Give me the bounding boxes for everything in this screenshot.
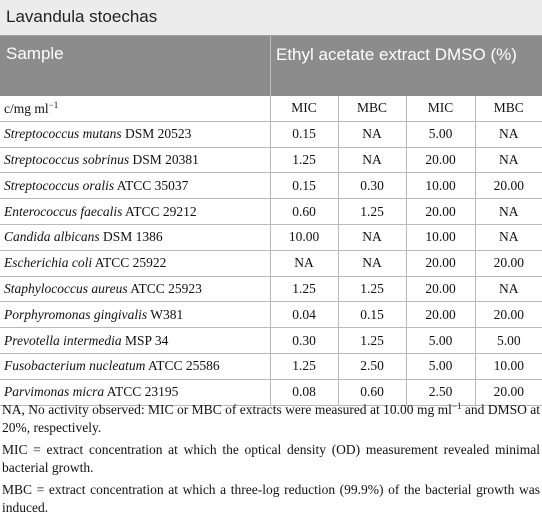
sample-cell (0, 173, 270, 199)
strain-id: ATCC 25923 (127, 280, 202, 296)
value-cell: 20.00 (406, 250, 475, 276)
strain-id: ATCC 35037 (114, 177, 189, 193)
table-row (0, 276, 542, 302)
value-cell: 5.00 (406, 353, 475, 379)
value-cell: 20.00 (406, 199, 475, 225)
organism-name: Prevotella intermedia (4, 332, 122, 348)
units-col-mbc-1: MBC (338, 96, 406, 121)
value-cell: 0.15 (270, 173, 338, 199)
table-row (0, 173, 542, 199)
footnote-text: NA, No activity observed: MIC or MBC of extracts were measured at 10.00 mg ml (2, 402, 452, 417)
table-title: Lavandula stoechas (6, 7, 158, 26)
footnote-text: MIC = extract concentration at which the optical density (OD) measurement revealed minimal bacterial growth. (2, 442, 540, 475)
value-cell: NA (475, 121, 542, 147)
footnote (2, 397, 540, 437)
value-cell: 20.00 (406, 276, 475, 302)
value-cell: 5.00 (406, 121, 475, 147)
value-cell: NA (338, 224, 406, 250)
table-row (0, 353, 542, 379)
value-cell: NA (475, 224, 542, 250)
value-cell: 1.25 (270, 147, 338, 173)
organism-name: Fusobacterium nucleatum (4, 358, 146, 374)
value-cell: 1.25 (270, 276, 338, 302)
value-cell: 0.30 (270, 328, 338, 354)
units-label (0, 96, 270, 121)
units-label-sup: −1 (48, 99, 59, 110)
organism-name: Staphylococcus aureus (4, 280, 128, 296)
units-col-mic-1: MIC (270, 96, 338, 121)
strain-id: DSM 20381 (129, 151, 199, 167)
value-cell: 10.00 (406, 224, 475, 250)
value-cell: NA (475, 199, 542, 225)
value-cell: 0.15 (338, 302, 406, 328)
value-cell: 1.25 (270, 353, 338, 379)
sample-cell (0, 199, 270, 225)
value-cell: 0.60 (338, 379, 406, 405)
value-cell: 10.00 (406, 173, 475, 199)
value-cell: 0.08 (270, 379, 338, 405)
sample-cell (0, 250, 270, 276)
sample-cell (0, 147, 270, 173)
value-cell: NA (338, 147, 406, 173)
organism-name: Candida albicans (4, 229, 100, 245)
strain-id: ATCC 25922 (92, 255, 167, 271)
table-footnotes (0, 397, 542, 521)
organism-name: Parvimonas micra (4, 384, 105, 400)
table-row (0, 302, 542, 328)
value-cell: 10.00 (475, 353, 542, 379)
value-cell: 0.04 (270, 302, 338, 328)
column-header-bar (0, 36, 542, 96)
table-row (0, 224, 542, 250)
units-col-mic-2: MIC (406, 96, 475, 121)
value-cell: 20.00 (475, 302, 542, 328)
strain-id: DSM 1386 (99, 229, 163, 245)
sample-cell (0, 224, 270, 250)
value-cell: 20.00 (406, 147, 475, 173)
value-cell: NA (338, 250, 406, 276)
sample-cell (0, 353, 270, 379)
organism-name: Streptococcus mutans (4, 126, 122, 142)
strain-id: ATCC 23195 (104, 384, 179, 400)
value-cell: 20.00 (475, 250, 542, 276)
footnote-sup: −1 (451, 401, 462, 411)
sample-cell (0, 302, 270, 328)
value-cell: 2.50 (338, 353, 406, 379)
table-title-bar (0, 0, 542, 36)
organism-name: Escherichia coli (4, 255, 93, 271)
value-cell: 20.00 (406, 302, 475, 328)
strain-id: ATCC 29212 (122, 203, 197, 219)
footnote-text: MBC = extract concentration at which a three-log reduction (99.9%) of the bacterial growth was induced. (2, 482, 540, 515)
units-row (0, 96, 542, 121)
strain-id: DSM 20523 (121, 126, 192, 142)
organism-name: Porphyromonas gingivalis (4, 306, 148, 322)
units-label-text: c/mg ml (4, 100, 49, 116)
value-cell: NA (475, 147, 542, 173)
sample-cell (0, 328, 270, 354)
strain-id: MSP 34 (121, 332, 169, 348)
data-table (0, 96, 542, 406)
strain-id: W381 (147, 306, 184, 322)
value-cell: 5.00 (475, 328, 542, 354)
units-col-mbc-2: MBC (475, 96, 542, 121)
sample-column-header: Sample (6, 44, 64, 63)
value-cell: NA (270, 250, 338, 276)
value-cell: 2.50 (406, 379, 475, 405)
table-row (0, 147, 542, 173)
table-row (0, 250, 542, 276)
organism-name: Streptococcus oralis (4, 177, 115, 193)
table-row (0, 328, 542, 354)
footnote (2, 481, 540, 517)
value-cell: 20.00 (475, 173, 542, 199)
value-cell: 20.00 (475, 379, 542, 405)
value-cell: 1.25 (338, 276, 406, 302)
value-cell: 10.00 (270, 224, 338, 250)
extract-group-header: Ethyl acetate extract DMSO (%) (276, 45, 517, 64)
value-cell: 0.60 (270, 199, 338, 225)
table-row (0, 121, 542, 147)
sample-cell (0, 276, 270, 302)
strain-id: ATCC 25586 (145, 358, 220, 374)
value-cell: NA (338, 121, 406, 147)
footnote (2, 441, 540, 477)
value-cell: NA (475, 276, 542, 302)
value-cell: 1.25 (338, 328, 406, 354)
value-cell: 0.15 (270, 121, 338, 147)
header-divider (270, 36, 271, 96)
value-cell: 0.30 (338, 173, 406, 199)
sample-cell (0, 121, 270, 147)
organism-name: Streptococcus sobrinus (4, 151, 130, 167)
table-row (0, 199, 542, 225)
footnote-text-cont: and DMSO at 20%, respectively. (2, 402, 540, 435)
value-cell: 5.00 (406, 328, 475, 354)
value-cell: 1.25 (338, 199, 406, 225)
organism-name: Enterococcus faecalis (4, 203, 123, 219)
